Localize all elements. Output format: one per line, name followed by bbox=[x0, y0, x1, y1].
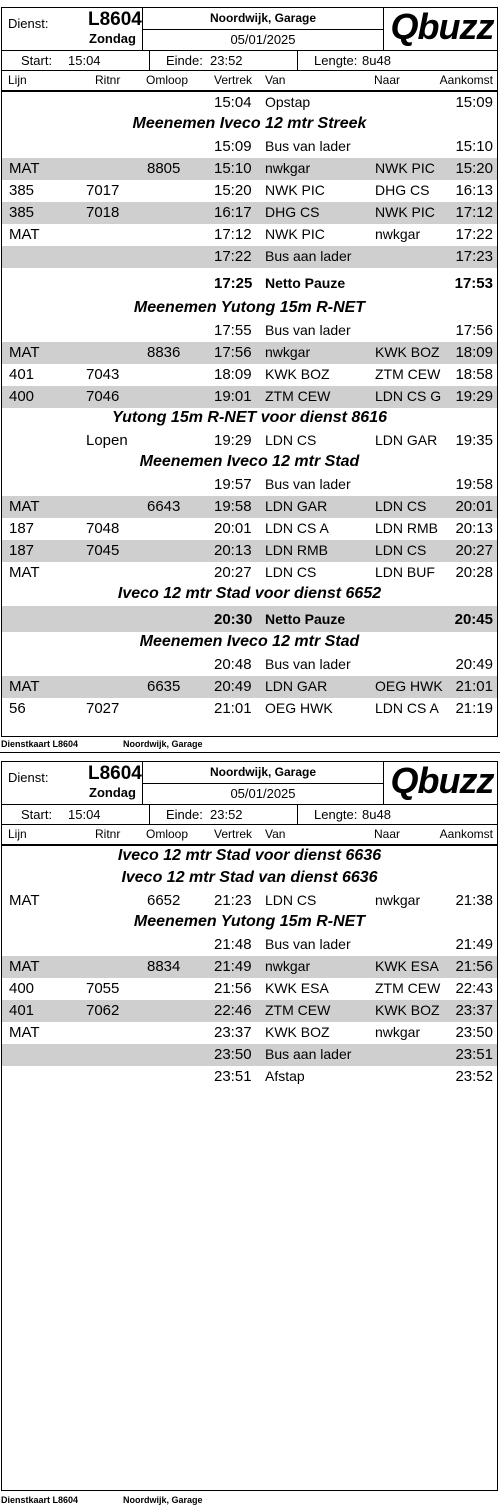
page-separator bbox=[0, 752, 500, 753]
cell-naar: LDN BUF bbox=[375, 564, 435, 580]
cell-aankomst: 21:38 bbox=[455, 892, 493, 909]
cell-naar: LDN CS G bbox=[375, 388, 442, 404]
cell-lijn: 385 bbox=[9, 182, 35, 199]
cell-lijn: MAT bbox=[9, 498, 40, 515]
cell-aankomst: 20:27 bbox=[455, 542, 493, 559]
section-header bbox=[2, 584, 497, 606]
cell-van: LDN RMB bbox=[265, 542, 329, 558]
col-omloop: Omloop bbox=[146, 73, 189, 87]
cell-naar: DHG CS bbox=[375, 182, 430, 198]
cell-naar: nwkgar bbox=[375, 1024, 421, 1040]
cell-aankomst: 21:01 bbox=[455, 678, 493, 695]
cell-aankomst: 21:56 bbox=[455, 958, 493, 975]
cell-van: LDN GAR bbox=[265, 498, 328, 514]
divider bbox=[149, 50, 150, 70]
table-row bbox=[2, 496, 497, 518]
qbuzz-logo: Qbuzz bbox=[390, 6, 494, 47]
cell-vertrek: 21:49 bbox=[214, 958, 252, 975]
divider bbox=[149, 804, 150, 824]
cell-van: Bus van lader bbox=[265, 476, 351, 492]
cell-vertrek: 20:13 bbox=[214, 542, 252, 559]
col-van: Van bbox=[265, 827, 286, 841]
column-headers bbox=[2, 71, 497, 92]
cell-lijn: MAT bbox=[9, 678, 40, 695]
col-ritnr: Ritnr bbox=[95, 827, 121, 841]
col-naar: Naar bbox=[374, 73, 401, 87]
cell-van: NWK PIC bbox=[265, 226, 325, 242]
cell-vertrek: 20:01 bbox=[214, 520, 252, 537]
cell-van: LDN GAR bbox=[265, 678, 328, 694]
cell-lijn: MAT bbox=[9, 892, 40, 909]
cell-naar: OEG HWK bbox=[375, 678, 443, 694]
cell-van: KWK BOZ bbox=[265, 1024, 330, 1040]
cell-ritnr: 7062 bbox=[86, 1002, 120, 1019]
cell-van: Bus van lader bbox=[265, 936, 351, 952]
cell-van: nwkgar bbox=[265, 958, 311, 974]
cell-van: nwkgar bbox=[265, 160, 311, 176]
cell-vertrek: 19:01 bbox=[214, 388, 252, 405]
dienst-code: L8604 bbox=[88, 9, 142, 30]
cell-vertrek: 22:46 bbox=[214, 1002, 252, 1019]
cell-van: LDN CS bbox=[265, 432, 317, 448]
location: Noordwijk, Garage bbox=[209, 11, 317, 25]
col-aankomst: Aankomst bbox=[439, 73, 493, 87]
card-header bbox=[2, 8, 497, 51]
cell-aankomst: 18:58 bbox=[455, 366, 493, 383]
table-row bbox=[2, 224, 497, 246]
cell-naar: LDN CS bbox=[375, 542, 427, 558]
cell-aankomst: 17:23 bbox=[455, 248, 493, 265]
cell-vertrek: 23:51 bbox=[214, 1068, 252, 1085]
times-bar bbox=[2, 804, 497, 825]
section-header bbox=[2, 452, 497, 474]
lengte-label: Lengte: bbox=[314, 807, 358, 822]
cell-van: Bus aan lader bbox=[265, 248, 352, 264]
table-row bbox=[2, 934, 497, 956]
table-row bbox=[2, 246, 497, 268]
cell-ritnr: 7055 bbox=[86, 980, 120, 997]
cell-aankomst: 22:43 bbox=[455, 980, 493, 997]
table-row bbox=[2, 136, 497, 158]
cell-aankomst: 16:13 bbox=[455, 182, 493, 199]
section-header bbox=[2, 868, 497, 890]
table-row bbox=[2, 1066, 497, 1088]
start-value: 15:04 bbox=[68, 807, 101, 822]
cell-omloop: 8805 bbox=[147, 160, 181, 177]
cell-vertrek: 15:09 bbox=[214, 138, 252, 155]
start-label: Start: bbox=[21, 53, 53, 68]
cell-van: Bus van lader bbox=[265, 322, 351, 338]
cell-vertrek: 21:56 bbox=[214, 980, 252, 997]
cell-naar: nwkgar bbox=[375, 892, 421, 908]
section-title: Meenemen Yutong 15m R-NET bbox=[133, 299, 366, 316]
cell-naar: NWK PIC bbox=[375, 160, 435, 176]
cell-naar: ZTM CEW bbox=[375, 980, 441, 996]
cell-vertrek: 20:27 bbox=[214, 564, 252, 581]
table-row bbox=[2, 890, 497, 912]
section-header bbox=[2, 912, 497, 934]
dienst-code: L8604 bbox=[88, 763, 142, 784]
cell-vertrek: 23:50 bbox=[214, 1046, 252, 1063]
cell-aankomst: 19:29 bbox=[455, 388, 493, 405]
qbuzz-logo: Qbuzz bbox=[390, 760, 494, 801]
col-aankomst: Aankomst bbox=[439, 827, 493, 841]
cell-aankomst: 20:01 bbox=[455, 498, 493, 515]
section-header bbox=[2, 846, 497, 868]
card-header bbox=[2, 762, 497, 805]
table-row bbox=[2, 1000, 497, 1022]
cell-aankomst: 20:49 bbox=[455, 656, 493, 673]
cell-vertrek: 18:09 bbox=[214, 366, 252, 383]
cell-ritnr: 7018 bbox=[86, 204, 120, 221]
section-header bbox=[2, 114, 497, 136]
cell-aankomst: 23:51 bbox=[455, 1046, 493, 1063]
section-title: Yutong 15m R-NET voor dienst 8616 bbox=[111, 409, 387, 426]
cell-aankomst: 19:35 bbox=[455, 432, 493, 449]
section-title: Meenemen Iveco 12 mtr Stad bbox=[139, 453, 360, 470]
cell-aankomst: 20:28 bbox=[455, 564, 493, 581]
cell-ritnr: 7045 bbox=[86, 542, 120, 559]
cell-lijn: 187 bbox=[9, 520, 35, 537]
table-row bbox=[2, 562, 497, 584]
cell-vertrek: 21:01 bbox=[214, 700, 252, 717]
cell-lijn: MAT bbox=[9, 1024, 40, 1041]
section-title: Meenemen Iveco 12 mtr Stad bbox=[139, 633, 360, 650]
footer-right: Noordwijk, Garage bbox=[123, 739, 203, 749]
schedule-rows bbox=[2, 92, 497, 720]
dienst-day: Zondag bbox=[89, 785, 136, 800]
table-row bbox=[2, 342, 497, 364]
cell-lijn: MAT bbox=[9, 226, 40, 243]
cell-ritnr: 7017 bbox=[86, 182, 120, 199]
cell-ritnr: 7048 bbox=[86, 520, 120, 537]
table-row bbox=[2, 676, 497, 698]
divider bbox=[383, 8, 384, 50]
divider bbox=[297, 804, 298, 824]
location: Noordwijk, Garage bbox=[209, 765, 317, 779]
pause-row bbox=[2, 268, 497, 298]
table-row bbox=[2, 92, 497, 114]
col-omloop: Omloop bbox=[146, 827, 189, 841]
cell-van: DHG CS bbox=[265, 204, 320, 220]
cell-naar: KWK ESA bbox=[375, 958, 439, 974]
cell-aankomst: 15:20 bbox=[455, 160, 493, 177]
cell-aankomst: 20:45 bbox=[454, 611, 493, 628]
dienst-label: Dienst: bbox=[8, 16, 49, 31]
section-title: Iveco 12 mtr Stad van dienst 6636 bbox=[121, 869, 378, 886]
table-row bbox=[2, 1022, 497, 1044]
cell-vertrek: 17:22 bbox=[214, 248, 252, 265]
schedule-card bbox=[1, 761, 498, 1491]
cell-vertrek: 20:48 bbox=[214, 656, 252, 673]
table-row bbox=[2, 654, 497, 676]
section-header bbox=[2, 298, 497, 320]
cell-ritnr: 7043 bbox=[86, 366, 120, 383]
cell-omloop: 8834 bbox=[147, 958, 181, 975]
cell-aankomst: 23:37 bbox=[455, 1002, 493, 1019]
table-row bbox=[2, 1044, 497, 1066]
cell-van: Netto Pauze bbox=[265, 611, 346, 627]
schedule-rows bbox=[2, 846, 497, 1088]
section-title: Meenemen Yutong 15m R-NET bbox=[133, 913, 366, 930]
einde-value: 23:52 bbox=[210, 807, 243, 822]
start-value: 15:04 bbox=[68, 53, 101, 68]
col-ritnr: Ritnr bbox=[95, 73, 121, 87]
dienst-day: Zondag bbox=[89, 31, 136, 46]
cell-naar: NWK PIC bbox=[375, 204, 435, 220]
cell-vertrek: 17:55 bbox=[214, 322, 252, 339]
cell-omloop: 6643 bbox=[147, 498, 181, 515]
cell-aankomst: 17:56 bbox=[455, 322, 493, 339]
section-title: Meenemen Iveco 12 mtr Streek bbox=[132, 115, 367, 132]
table-row bbox=[2, 430, 497, 452]
cell-van: LDN CS bbox=[265, 564, 317, 580]
cell-van: ZTM CEW bbox=[265, 1002, 331, 1018]
cell-lijn: 401 bbox=[9, 1002, 35, 1019]
dienst-label: Dienst: bbox=[8, 770, 49, 785]
cell-naar: LDN RMB bbox=[375, 520, 439, 536]
cell-van: Bus van lader bbox=[265, 138, 351, 154]
cell-lijn: 400 bbox=[9, 980, 35, 997]
cell-vertrek: 17:12 bbox=[214, 226, 252, 243]
cell-van: Afstap bbox=[265, 1068, 305, 1084]
cell-naar: KWK BOZ bbox=[375, 344, 440, 360]
cell-aankomst: 17:12 bbox=[455, 204, 493, 221]
section-title: Iveco 12 mtr Stad voor dienst 6652 bbox=[117, 585, 382, 602]
section-header bbox=[2, 408, 497, 430]
cell-van: Bus aan lader bbox=[265, 1046, 352, 1062]
cell-van: Bus van lader bbox=[265, 656, 351, 672]
cell-vertrek: 15:10 bbox=[214, 160, 252, 177]
table-row bbox=[2, 364, 497, 386]
divider bbox=[142, 783, 383, 784]
cell-van: LDN CS bbox=[265, 892, 317, 908]
cell-van: Opstap bbox=[265, 94, 311, 110]
col-vertrek: Vertrek bbox=[214, 827, 253, 841]
divider bbox=[297, 50, 298, 70]
cell-vertrek: 15:20 bbox=[214, 182, 252, 199]
table-row bbox=[2, 386, 497, 408]
lengte-value: 8u48 bbox=[362, 53, 391, 68]
col-lijn: Lijn bbox=[8, 73, 27, 87]
einde-label: Einde: bbox=[166, 53, 203, 68]
cell-vertrek: 21:23 bbox=[214, 892, 252, 909]
cell-lijn: 400 bbox=[9, 388, 35, 405]
cell-omloop: 8836 bbox=[147, 344, 181, 361]
cell-aankomst: 20:13 bbox=[455, 520, 493, 537]
cell-lijn: MAT bbox=[9, 564, 40, 581]
cell-aankomst: 17:53 bbox=[454, 275, 493, 292]
lengte-value: 8u48 bbox=[362, 807, 391, 822]
cell-van: nwkgar bbox=[265, 344, 311, 360]
schedule-card bbox=[1, 7, 498, 737]
cell-aankomst: 19:58 bbox=[455, 476, 493, 493]
cell-aankomst: 23:52 bbox=[455, 1068, 493, 1085]
cell-van: KWK ESA bbox=[265, 980, 329, 996]
cell-van: LDN CS A bbox=[265, 520, 329, 536]
cell-vertrek: 21:48 bbox=[214, 936, 252, 953]
section-title: Iveco 12 mtr Stad voor dienst 6636 bbox=[117, 847, 382, 864]
cell-vertrek: 17:25 bbox=[214, 275, 253, 292]
table-row bbox=[2, 540, 497, 562]
cell-lijn: 187 bbox=[9, 542, 35, 559]
cell-aankomst: 18:09 bbox=[455, 344, 493, 361]
einde-value: 23:52 bbox=[210, 53, 243, 68]
table-row bbox=[2, 698, 497, 720]
table-row bbox=[2, 474, 497, 496]
cell-naar: KWK BOZ bbox=[375, 1002, 440, 1018]
cell-vertrek: 15:04 bbox=[214, 94, 252, 111]
cell-vertrek: 19:58 bbox=[214, 498, 252, 515]
footer-right: Noordwijk, Garage bbox=[123, 1495, 203, 1505]
divider bbox=[383, 762, 384, 804]
table-row bbox=[2, 202, 497, 224]
cell-van: KWK BOZ bbox=[265, 366, 330, 382]
column-headers bbox=[2, 825, 497, 846]
cell-vertrek: 19:57 bbox=[214, 476, 252, 493]
table-row bbox=[2, 158, 497, 180]
section-header bbox=[2, 632, 497, 654]
cell-aankomst: 17:22 bbox=[455, 226, 493, 243]
cell-omloop: 6635 bbox=[147, 678, 181, 695]
cell-lijn: MAT bbox=[9, 160, 40, 177]
footer-left: Dienstkaart L8604 bbox=[1, 739, 79, 749]
cell-naar: LDN CS A bbox=[375, 700, 439, 716]
cell-naar: nwkgar bbox=[375, 226, 421, 242]
date: 05/01/2025 bbox=[230, 786, 296, 801]
cell-aankomst: 15:10 bbox=[455, 138, 493, 155]
cell-ritnr: 7027 bbox=[86, 700, 120, 717]
col-van: Van bbox=[265, 73, 286, 87]
cell-lijn: 56 bbox=[9, 700, 26, 717]
table-row bbox=[2, 320, 497, 342]
table-row bbox=[2, 956, 497, 978]
cell-vertrek: 20:49 bbox=[214, 678, 252, 695]
lengte-label: Lengte: bbox=[314, 53, 358, 68]
cell-naar: ZTM CEW bbox=[375, 366, 441, 382]
cell-vertrek: 16:17 bbox=[214, 204, 252, 221]
einde-label: Einde: bbox=[166, 807, 203, 822]
cell-lijn: 401 bbox=[9, 366, 35, 383]
cell-naar: LDN CS bbox=[375, 498, 427, 514]
cell-vertrek: 20:30 bbox=[214, 611, 253, 628]
cell-van: ZTM CEW bbox=[265, 388, 331, 404]
cell-aankomst: 21:49 bbox=[455, 936, 493, 953]
footer-left: Dienstkaart L8604 bbox=[1, 1495, 79, 1505]
cell-ritnr: 7046 bbox=[86, 388, 120, 405]
cell-aankomst: 15:09 bbox=[455, 94, 493, 111]
table-row bbox=[2, 978, 497, 1000]
cell-vertrek: 17:56 bbox=[214, 344, 252, 361]
cell-aankomst: 23:50 bbox=[455, 1024, 493, 1041]
cell-lijn: MAT bbox=[9, 958, 40, 975]
cell-van: OEG HWK bbox=[265, 700, 333, 716]
cell-van: NWK PIC bbox=[265, 182, 325, 198]
table-row bbox=[2, 180, 497, 202]
cell-ritnr: Lopen bbox=[86, 432, 128, 449]
table-row bbox=[2, 518, 497, 540]
cell-lijn: 385 bbox=[9, 204, 35, 221]
date: 05/01/2025 bbox=[230, 32, 296, 47]
start-label: Start: bbox=[21, 807, 53, 822]
cell-van: Netto Pauze bbox=[265, 275, 346, 291]
col-lijn: Lijn bbox=[8, 827, 27, 841]
divider bbox=[142, 29, 383, 30]
cell-vertrek: 19:29 bbox=[214, 432, 252, 449]
times-bar bbox=[2, 50, 497, 71]
cell-vertrek: 23:37 bbox=[214, 1024, 252, 1041]
col-naar: Naar bbox=[374, 827, 401, 841]
cell-naar: LDN GAR bbox=[375, 432, 438, 448]
col-vertrek: Vertrek bbox=[214, 73, 253, 87]
cell-omloop: 6652 bbox=[147, 892, 181, 909]
pause-row bbox=[2, 606, 497, 632]
cell-aankomst: 21:19 bbox=[455, 700, 493, 717]
cell-lijn: MAT bbox=[9, 344, 40, 361]
